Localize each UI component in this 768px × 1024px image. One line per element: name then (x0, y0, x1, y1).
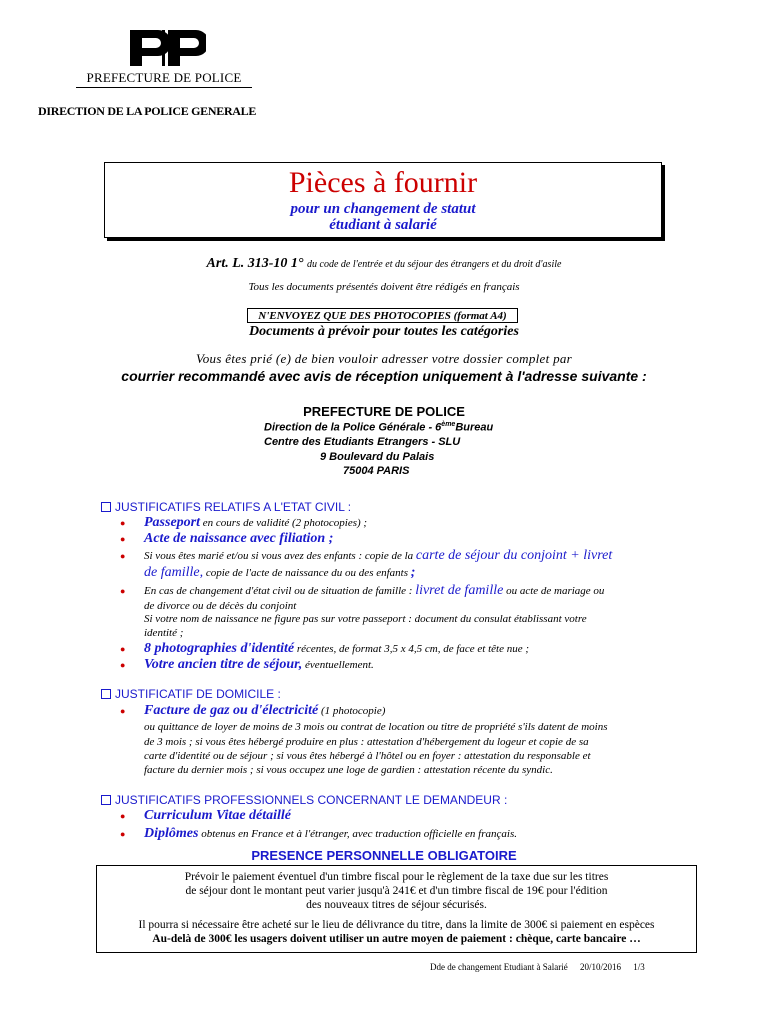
header-rule (76, 87, 252, 88)
marie-lead-1: carte de séjour du conjoint + livret (415, 548, 613, 563)
etat-civil-heading (101, 500, 351, 514)
address-sup: ème (441, 421, 456, 428)
domicile-line-4: facture du dernier mois ; si vous occupez une loge de gardien : attestation récente du syndic. (144, 764, 553, 776)
domicile-heading (101, 687, 281, 701)
facture-label: Facture de gaz ou d'électricité (144, 703, 319, 718)
article-reference (0, 256, 768, 272)
language-notice: Tous les documents présentés doivent être rédigés en français (248, 281, 520, 293)
article-ref: Art. L. 313-10 1° (206, 256, 304, 271)
send-instructions: Vous êtes prié (e) de bien vouloir adresser votre dossier complet par (195, 351, 573, 366)
bullet-icon: ● (120, 518, 126, 528)
changement-line-4: identité ; (144, 627, 184, 639)
address-line-2: Centre des Etudiants Etrangers - SLU (264, 436, 461, 448)
bullet-icon: ● (120, 829, 126, 839)
direction-title: DIRECTION DE LA POLICE GENERALE (38, 104, 257, 118)
payment-line-3: des nouveaux titres de séjour sécurisés. (306, 899, 487, 911)
documents-heading: Documents à prévoir pour toutes les catégories (249, 324, 519, 339)
list-item-changement (120, 584, 700, 598)
address-line-3: 9 Boulevard du Palais (320, 451, 435, 463)
list-item-marie (120, 549, 700, 563)
facture-detail: (1 photocopie) (320, 705, 386, 717)
bullet-icon: ● (120, 811, 126, 821)
passeport-detail: en cours de validité (2 photocopies) ; (202, 517, 368, 529)
list-item-passeport (120, 516, 700, 530)
address-line-4: 75004 PARIS (343, 465, 410, 477)
acte-label: Acte de naissance avec filiation ; (144, 531, 334, 546)
list-item-marie-cont (144, 566, 700, 580)
marie-lead-2: de famille, (144, 565, 204, 580)
passeport-label: Passeport (144, 515, 200, 530)
page-title: Pièces à fournir (288, 166, 478, 199)
address-line-1a: Direction de la Police Générale - 6 (264, 421, 442, 434)
marie-end: ; (410, 565, 416, 580)
changement-line-3: Si votre nom de naissance ne figure pas sur votre passeport : document du consulat établissant votre (144, 613, 587, 625)
list-item-photos (120, 642, 700, 656)
professionnels-heading (101, 793, 507, 807)
list-item-acte (120, 532, 700, 546)
changement-text: En cas de changement d'état civil ou de situation de famille : (144, 585, 413, 597)
changement-line-2: de divorce ou de décès du conjoint (144, 600, 297, 612)
marie-text: Si vous êtes marié et/ou si vous avez des enfants : copie de la (144, 550, 414, 562)
list-item-facture (120, 704, 700, 718)
checkbox-icon (101, 502, 111, 512)
prefecture-logo (122, 28, 206, 68)
mail-instructions: courrier recommandé avec avis de réception uniquement à l'adresse suivante : (121, 368, 647, 384)
presence-notice: PRESENCE PERSONNELLE OBLIGATOIRE (251, 848, 517, 863)
bullet-icon: ● (120, 644, 126, 654)
domicile-line-1: ou quittance de loyer de moins de 3 mois ou contrat de location ou titre de propriété s'ils datent de moins (144, 721, 608, 733)
domicile-line-3: carte d'identité ou de séjour ; si vous êtes hébergé à l'hôtel ou en foyer : attestation du responsable et (144, 750, 591, 762)
etat-civil-heading-label: JUSTIFICATIFS RELATIFS A L'ETAT CIVIL : (115, 500, 352, 514)
article-desc: du code de l'entrée et du séjour des étrangers et du droit d'asile (307, 259, 562, 270)
payment-box (96, 865, 697, 953)
checkbox-icon (101, 689, 111, 699)
page-footer (430, 962, 645, 972)
bullet-icon: ● (120, 660, 126, 670)
payment-line-1: Prévoir le paiement éventuel d'un timbre fiscal pour le règlement de la taxe due sur les titres (184, 871, 609, 883)
payment-line-5: Au-delà de 300€ les usagers doivent utiliser un autre moyen de paiement : chèque, carte bancaire … (152, 933, 641, 945)
diplomes-detail: obtenus en France et à l'étranger, avec traduction officielle en français. (201, 828, 517, 840)
footer-page: 1/3 (633, 962, 645, 972)
domicile-heading-label: JUSTIFICATIF DE DOMICILE : (115, 687, 281, 701)
ancien-detail: éventuellement. (305, 659, 374, 671)
list-item-diplomes (120, 827, 700, 841)
footer-doc: Dde de changement Etudiant à Salarié (430, 962, 568, 972)
title-subtitle-1: pour un changement de statut (290, 201, 476, 217)
address-line-1 (264, 421, 493, 434)
address-line-1b: Bureau (455, 421, 494, 434)
photocopies-notice: N'ENVOYEZ QUE DES PHOTOCOPIES (format A4) (247, 308, 518, 323)
title-box (104, 162, 662, 238)
marie-text-2: copie de l'acte de naissance du ou des enfants (205, 567, 408, 579)
changement-lead: livret de famille (415, 583, 504, 598)
address-title: PREFECTURE DE POLICE (303, 404, 465, 419)
list-item-ancien (120, 658, 700, 672)
bullet-icon: ● (120, 586, 126, 596)
domicile-line-2: de 3 mois ; si vous êtes hébergé produire en plus : attestation d'hébergement du logeur et copie de sa (144, 736, 589, 748)
bullet-icon: ● (120, 534, 126, 544)
payment-line-4: Il pourra si nécessaire être acheté sur le lieu de délivrance du titre, dans la limite de 300€ si paiement en espèces (138, 919, 655, 931)
cv-label: Curriculum Vitae détaillé (144, 808, 292, 823)
photos-detail: récentes, de format 3,5 x 4,5 cm, de face et tête nue ; (296, 643, 530, 655)
title-subtitle-2: étudiant à salarié (329, 217, 437, 233)
photos-label: 8 photographies d'identité (144, 641, 295, 656)
list-item-cv (120, 809, 700, 823)
bullet-icon: ● (120, 706, 126, 716)
prefecture-logo-block (76, 28, 252, 88)
changement-text-2: ou acte de mariage ou (506, 585, 605, 597)
professionnels-heading-label: JUSTIFICATIFS PROFESSIONNELS CONCERNANT LE DEMANDEUR : (115, 793, 508, 807)
ancien-label: Votre ancien titre de séjour, (144, 657, 303, 672)
prefecture-name: PREFECTURE DE POLICE (86, 70, 242, 85)
bullet-icon: ● (120, 551, 126, 561)
payment-line-2: de séjour dont le montant peut varier jusqu'à 241€ et d'un timbre fiscal de 19€ pour l'édition (185, 885, 608, 897)
diplomes-label: Diplômes (144, 826, 199, 841)
checkbox-icon (101, 795, 111, 805)
footer-date: 20/10/2016 (579, 962, 621, 972)
